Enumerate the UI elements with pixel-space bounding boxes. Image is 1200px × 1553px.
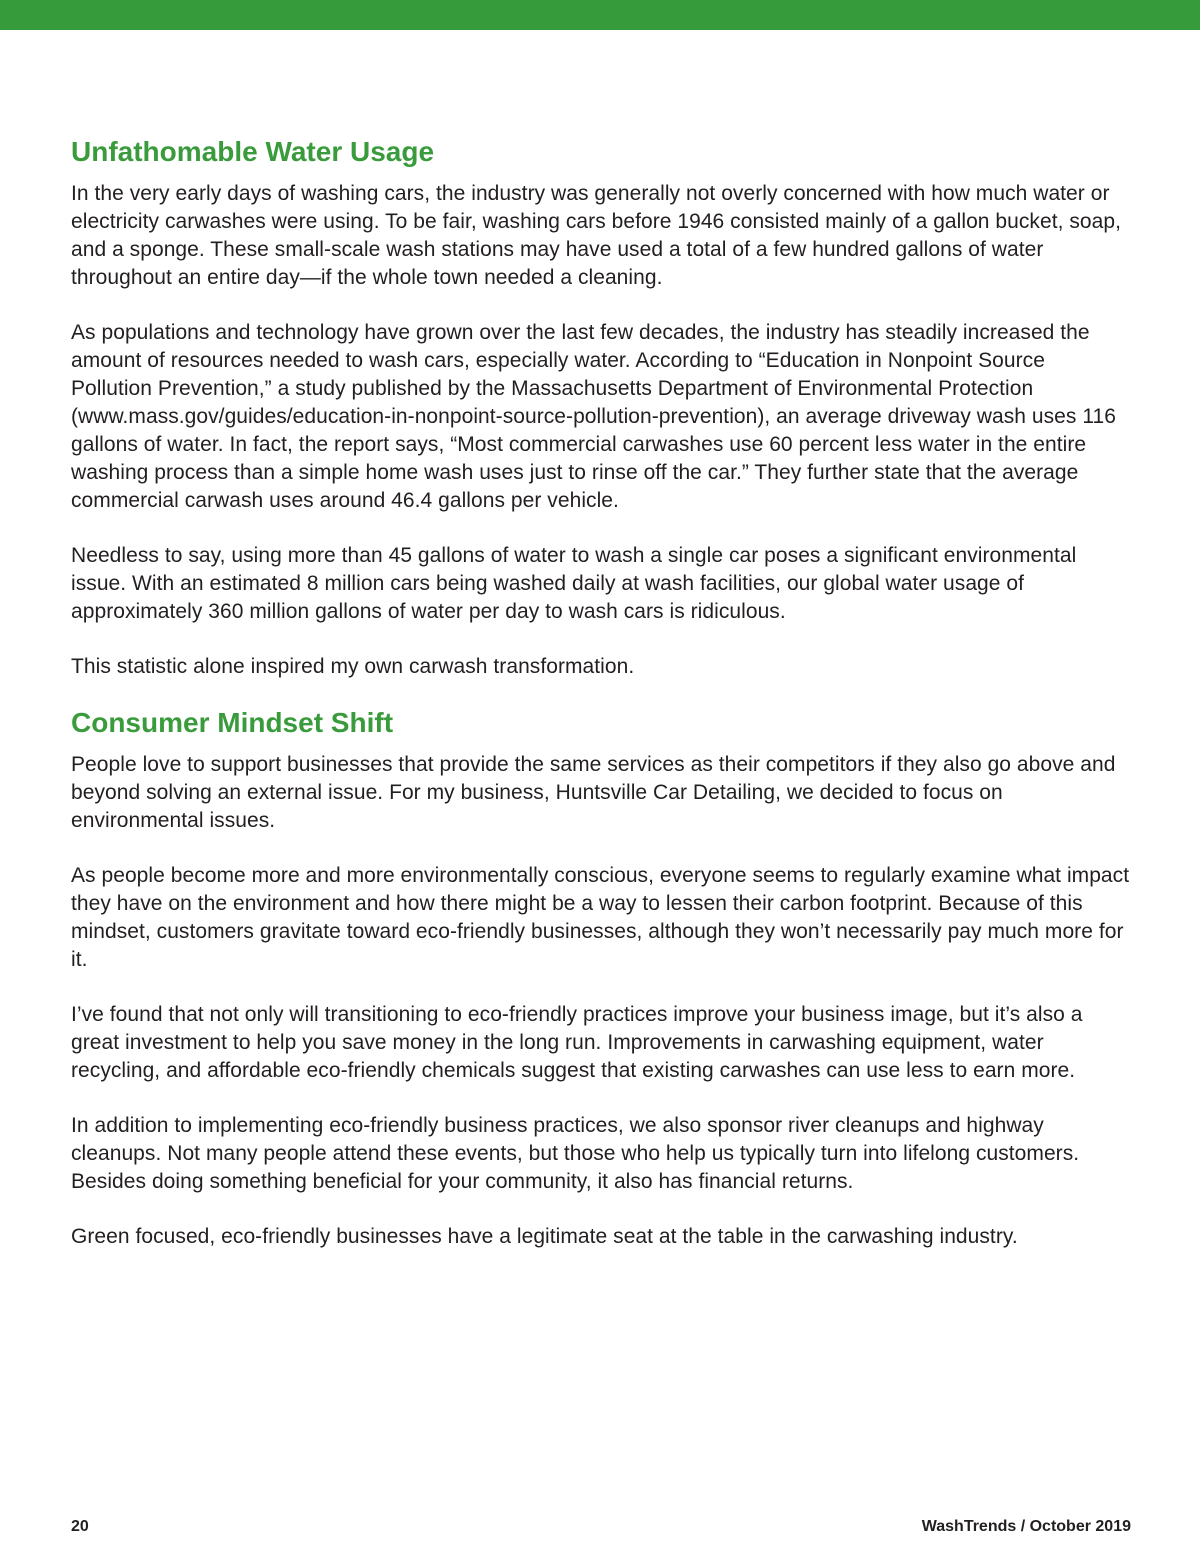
paragraph: This statistic alone inspired my own carwash transformation. [71,655,635,678]
section-heading-water-usage: Unfathomable Water Usage [71,136,435,167]
section-heading-consumer-mindset: Consumer Mindset Shift [71,707,394,738]
paragraph: In addition to implementing eco-friendly business practices, we also sponsor river cleanups and highway cleanups. Not many people attend these events, but those who help us typically turn into lifelong customers. Besides doing something beneficial for your community, it also has financial returns. [71,1114,1080,1193]
page-footer [71,1515,1131,1539]
publication-info: WashTrends / October 2019 [921,1518,1131,1535]
paragraph: I’ve found that not only will transitioning to eco-friendly practices improve your business image, but it’s also a great investment to help you save money in the long run. Improvements in carwashing equipment, water recycling, and affordable eco-friendly chemicals suggest that existing carwashes can use less to earn more. [71,1003,1083,1082]
article-body [71,132,1131,1278]
page-number: 20 [71,1518,89,1535]
paragraph: People love to support businesses that provide the same services as their competitors if they also go above and beyond solving an external issue. For my business, Huntsville Car Detailing, we decided to focus on environmental issues. [71,753,1116,832]
top-accent-bar [0,0,1200,30]
paragraph: In the very early days of washing cars, the industry was generally not overly concerned with how much water or electricity carwashes were using. To be fair, washing cars before 1946 consisted mainly of a gallon bucket, soap, and a sponge. These small-scale wash stations may have used a total of a few hundred gallons of water throughout an entire day—if the whole town needed a cleaning. [71,182,1121,289]
paragraph: As populations and technology have grown over the last few decades, the industry has steadily increased the amount of resources needed to wash cars, especially water. According to “Education in Nonpoint Source Pollution Prevention,” a study published by the Massachusetts Department of Environmental Protection (www.mass.gov/guides/education-in-nonpoint-source-pollution-prevention), an average driveway wash uses 116 gallons of water. In fact, the report says, “Most commercial carwashes use 60 percent less water in the entire washing process than a simple home wash uses just to rinse off the car.” They further state that the average commercial carwash uses around 46.4 gallons per vehicle. [71,321,1116,512]
paragraph: As people become more and more environmentally conscious, everyone seems to regularly examine what impact they have on the environment and how there might be a way to lessen their carbon footprint. Because of this mindset, customers gravitate toward eco-friendly businesses, although they won’t necessarily pay much more for it. [71,864,1130,971]
paragraph: Green focused, eco-friendly businesses have a legitimate seat at the table in the carwashing industry. [71,1225,1018,1248]
paragraph: Needless to say, using more than 45 gallons of water to wash a single car poses a significant environmental issue. With an estimated 8 million cars being washed daily at wash facilities, our global water usage of approximately 360 million gallons of water per day to wash cars is ridiculous. [71,544,1077,623]
